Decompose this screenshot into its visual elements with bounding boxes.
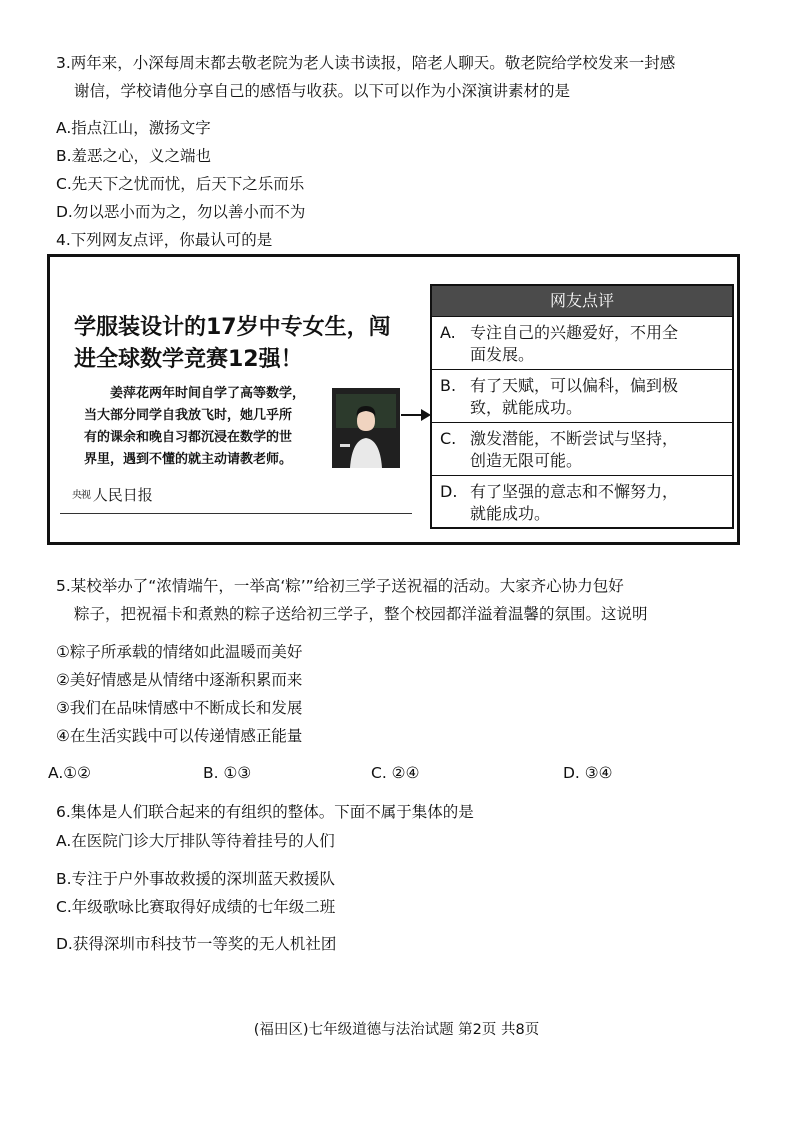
q6-stem: 6.集体是人们联合起来的有组织的整体。下面不属于集体的是 (56, 803, 474, 821)
q5-statement-4: ④在生活实践中可以传递情感正能量 (56, 727, 303, 745)
comment-letter: A. (440, 323, 456, 342)
news-story-line: 界里，遇到不懂的就主动请教老师。 (84, 452, 293, 467)
page-footer: (福田区)七年级道德与法治试题 第2页 共8页 (253, 1022, 540, 1038)
comment-letter: D. (440, 482, 458, 501)
comment-text-line2: 创造无限可能。 (470, 451, 583, 470)
q5-statement-1: ①粽子所承载的情绪如此温暖而美好 (56, 643, 303, 661)
news-source-logo: 央视 (72, 489, 90, 501)
q3-stem-line1: 3.两年来，小深每周末都去敬老院为老人读书读报，陪老人聊天。敬老院给学校发来一封感 (56, 54, 676, 72)
comment-text (470, 481, 730, 525)
news-story-line: 有的课余和晚自习都沉浸在数学的世 (84, 430, 293, 445)
comment-item-c (432, 422, 732, 475)
news-source (72, 485, 153, 506)
q6-option-b: B.专注于户外事故救援的深圳蓝天救援队 (56, 870, 336, 888)
netizen-comments-panel (430, 284, 734, 529)
q6-option-a: A.在医院门诊大厅排队等待着挂号的人们 (56, 832, 335, 850)
q5-stem-line1: 5.某校举办了“浓情端午，一举高‘粽’”给初三学子送祝福的活动。大家齐心协力包好 (56, 577, 624, 595)
arrow-right-icon (401, 409, 431, 421)
q3-option-c: C.先天下之忧而忧，后天下之乐而乐 (56, 175, 305, 193)
comment-text-line1: 激发潜能，不断尝试与坚持， (470, 429, 679, 448)
news-headline-line1: 学服装设计的17岁中专女生，闯 (74, 315, 391, 340)
q4-stem: 4.下列网友点评，你最认可的是 (56, 231, 273, 249)
student-photo-illustration (332, 388, 400, 468)
comment-text-line1: 有了坚强的意志和不懈努力， (470, 482, 679, 501)
source-underline (60, 513, 412, 514)
news-source-label: 人民日报 (92, 486, 153, 504)
comment-text-line2: 面发展。 (470, 345, 535, 364)
comment-letter: B. (440, 376, 457, 395)
q6-option-d: D.获得深圳市科技节一等奖的无人机社团 (56, 935, 337, 953)
news-photo (332, 388, 400, 468)
comment-text-line2: 致，就能成功。 (470, 398, 583, 417)
comment-text-line2: 就能成功。 (470, 504, 551, 523)
q3-option-d: D.勿以恶小而为之，勿以善小而不为 (56, 203, 306, 221)
news-story-line: 当大部分同学自我放飞时，她几乎所 (84, 408, 293, 423)
comment-text-line1: 专注自己的兴趣爱好，不用全 (470, 323, 679, 342)
q5-stem-line2: 粽子，把祝福卡和煮熟的粽子送给初三学子，整个校园都洋溢着温馨的氛围。这说明 (74, 605, 648, 623)
q5-choice-a: A.①② (48, 764, 92, 782)
comment-text (470, 428, 730, 472)
q5-statement-2: ②美好情感是从情绪中逐渐积累而来 (56, 671, 303, 689)
q3-option-b: B.羞恶之心，义之端也 (56, 147, 212, 165)
panel-title: 网友点评 (432, 286, 732, 316)
comment-item-b (432, 369, 732, 422)
comment-item-d (432, 475, 732, 528)
q5-choice-c: C. ②④ (371, 764, 420, 782)
news-story (84, 383, 334, 471)
q3-stem-line2: 谢信，学校请他分享自己的感悟与收获。以下可以作为小深演讲素材的是 (74, 82, 571, 100)
comment-text (470, 322, 730, 366)
news-headline-line2: 进全球数学竞赛12强！ (74, 347, 303, 372)
comment-item-a (432, 316, 732, 369)
q6-option-c: C.年级歌咏比赛取得好成绩的七年级二班 (56, 898, 336, 916)
news-story-line: 姜萍花两年时间自学了高等数学， (110, 386, 306, 401)
q5-statement-3: ③我们在品味情感中不断成长和发展 (56, 699, 303, 717)
comment-text-line1: 有了天赋，可以偏科，偏到极 (470, 376, 679, 395)
q5-choice-b: B. ①③ (203, 764, 252, 782)
q3-option-a: A.指点江山，激扬文字 (56, 119, 211, 137)
comment-letter: C. (440, 429, 457, 448)
news-comment-figure (47, 254, 740, 545)
comment-text (470, 375, 730, 419)
q5-choice-d: D. ③④ (563, 764, 613, 782)
